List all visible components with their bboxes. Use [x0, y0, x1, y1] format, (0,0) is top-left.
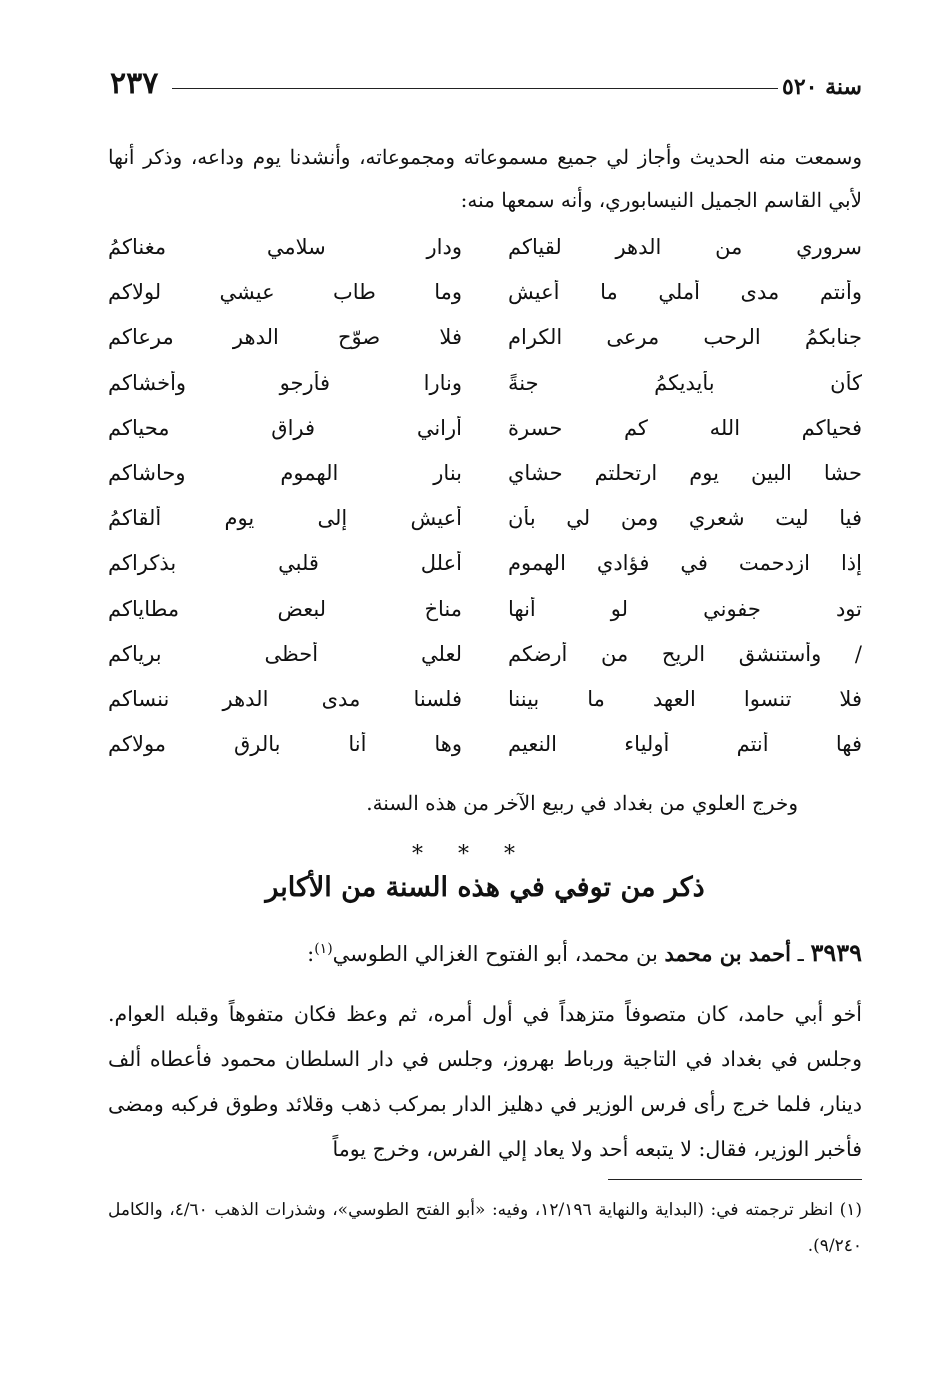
verse-second-hemistich: وها أنا بالرق مولاكم: [108, 732, 462, 757]
verse-line: [108, 597, 862, 642]
verse-first-hemistich: تود جفوني لو أنها: [508, 596, 862, 621]
entry-colon: :: [307, 942, 315, 966]
verse-second-hemistich: لعلي أحظى برياكم: [108, 641, 462, 666]
verse-line: [108, 687, 862, 732]
verse-gap: [462, 506, 508, 551]
verse-first-hemistich: سروري من الدهر لقياكم: [508, 235, 862, 259]
entry-name-rest: بن محمد، أبو الفتوح الغزالي الطوسي: [332, 942, 665, 966]
verse-line: [108, 732, 862, 777]
verse-gap: [462, 235, 508, 280]
entry-heading: [108, 938, 862, 967]
verse-second-hemistich: فلسنا مدى الدهر ننساكم: [108, 686, 462, 711]
verse-line: [108, 461, 862, 506]
verse-line: [108, 235, 862, 280]
verse-line: [108, 551, 862, 596]
verse-first-hemistich: فحياكم الله كم حسرة: [508, 415, 862, 440]
verse-first-hemistich: فلا تنسوا العهد ما بيننا: [508, 686, 862, 711]
verse-gap: [462, 732, 508, 777]
verse-gap: [462, 597, 508, 642]
intro-paragraph: وسمعت منه الحديث وأجاز لي جميع مسموعاته ومجموعاته، وأنشدنا يوم وداعه، وذكر أنها لأبي القاسم الجميل النيسابوري، وأنه سمعها منه:: [108, 145, 862, 212]
poem: [108, 235, 862, 777]
verse-first-hemistich: فها أنتم أولياء النعيم: [508, 732, 862, 757]
verse-first-hemistich: وأنتم مدى أملي ما أعيش: [508, 280, 862, 305]
verse-first-hemistich: كأن بأيديكمُ جنةً: [508, 370, 862, 395]
verse-first-hemistich: فيا ليت شعري ومن لي بأن: [508, 506, 862, 531]
section-separator: * * *: [412, 842, 529, 867]
verse-gap: [462, 280, 508, 325]
running-head-year: سنة ٥٢٠: [782, 74, 862, 100]
verse-line: [108, 506, 862, 551]
verse-gap: [462, 687, 508, 732]
verse-second-hemistich: أعلل قلبي بذكراكم: [108, 551, 462, 576]
verse-line: [108, 371, 862, 416]
entry-body: أخو أبي حامد، كان متصوفاً متزهداً في أول أمره، ثم وعظ فكان متفوهاً وقبله العوام. وجلس في بغداد في التاجية ورباط بهروز، وجلس في دار السلطان محمود فأعطاه ألف دينار، فلما خرج رأى فرس الوزير في دهليز الدار بمركب ذهب وقلائد وطوق فركبه ومضى فأخبر الوزير، فقال: لا يتبعه أحد ولا يعاد إلي الفرس، وخرج يوماً: [108, 1002, 862, 1161]
verse-second-hemistich: بنار الهموم وحاشاكم: [108, 460, 462, 485]
verse-second-hemistich: ونارا فأرجو وأخشاكم: [108, 370, 462, 395]
verse-gap: [462, 371, 508, 416]
verse-gap: [462, 416, 508, 461]
verse-line: [108, 280, 862, 325]
footnote: (١) انظر ترجمته في: (البداية والنهاية ١٢/١٩٦، وفيه: «أبو الفتح الطوسي»، وشذرات الذهب ٤/٦٠، والكامل ٩/٢٤٠).: [108, 1200, 863, 1256]
footnote-reference: (١): [314, 941, 333, 957]
verse-gap: [462, 551, 508, 596]
entry-name: أحمد بن محمد: [664, 941, 791, 966]
verse-second-hemistich: ودار سلامي مغناكمُ: [108, 235, 462, 259]
verse-gap: [462, 461, 508, 506]
verse-line: [108, 325, 862, 370]
section-title: ذكر من توفي في هذه السنة من الأكابر: [265, 872, 705, 903]
verse-first-hemistich: حشا البين يوم ارتحلتم حشاي: [508, 460, 862, 485]
entry-dash: ـ: [790, 942, 811, 966]
verse-first-hemistich: / وأستنشق الريح من أرضكم: [508, 641, 862, 666]
verse-second-hemistich: وما طاب عيشي لولاكم: [108, 280, 462, 305]
entry-number: ٣٩٣٩: [810, 938, 862, 967]
verse-first-hemistich: إذا ازدحمت في فؤادي الهموم: [508, 551, 862, 576]
page-number: ٢٣٧: [110, 66, 159, 101]
verse-gap: [462, 642, 508, 687]
verse-line: [108, 642, 862, 687]
after-poem-line: وخرج العلوي من بغداد في ربيع الآخر من هذه السنة.: [366, 791, 798, 815]
verse-second-hemistich: فلا صوّح الدهر مرعاكم: [108, 325, 462, 350]
verse-second-hemistich: مناخ لبعض مطاياكم: [108, 596, 462, 621]
verse-gap: [462, 325, 508, 370]
header-rule: [172, 88, 778, 89]
verse-first-hemistich: جنابكمُ الرحب مرعى الكرام: [508, 325, 862, 350]
verse-second-hemistich: أراني فراق محياكم: [108, 415, 462, 440]
verse-line: [108, 416, 862, 461]
footnote-rule: [608, 1179, 862, 1180]
page-header: [110, 66, 862, 106]
verse-second-hemistich: أعيش إلى يوم ألقاكمُ: [108, 506, 462, 531]
